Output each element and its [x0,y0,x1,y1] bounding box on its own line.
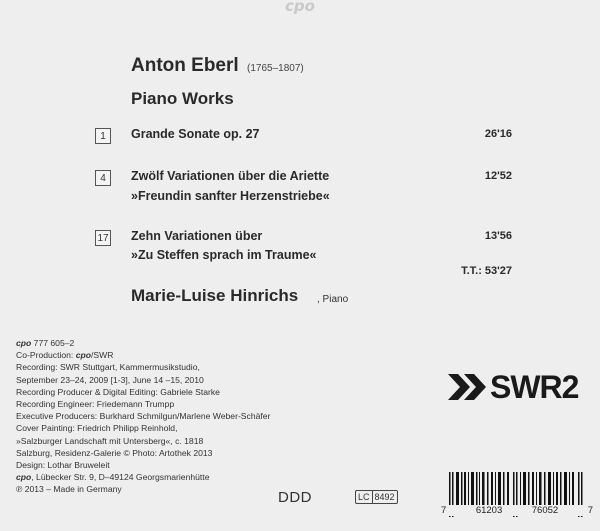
album-subtitle: Piano Works [131,89,234,108]
cpo-mark: cpo [16,472,32,483]
cpo-mark: cpo [16,338,32,348]
credit-line: Executive Producers: Burkhard Schmilgun/Marlene Weber-Schäfer [16,411,271,422]
cpo-mark: cpo [75,350,91,361]
track-number: 17 [97,232,109,244]
label-code [355,490,398,504]
track-title: Grande Sonate op. 27 [131,127,260,141]
track-duration: 26'16 [484,128,512,140]
credit-line: Design: Lothar Bruweleit [16,460,110,471]
coproduction-label: Co-Production: [16,350,76,361]
copyright-line: ℗ 2013 – Made in Germany [16,484,122,495]
barcode-digit-group: 7 [587,505,593,516]
swr2-logo [448,369,578,405]
credits-block [16,337,346,496]
barcode-digit-group: 76052 [531,505,559,516]
coproduction-line [16,349,346,361]
performer-instrument: , Piano [317,294,349,305]
track-number-box [95,128,111,144]
credit-line: Recording: SWR Stuttgart, Kammermusikstudio, [16,362,200,373]
track-number: 1 [100,130,106,142]
credit-line: September 23–24, 2009 [1-3], June 14 –15, 2010 [16,374,204,385]
coproduction-partner: /SWR [91,350,114,361]
catalog-number: 777 605–2 [31,338,75,348]
credit-line: »Salzburger Landschaft mit Untersberg«, c. 1818 [16,435,204,446]
total-time: T.T.: 53'27 [461,265,512,277]
ddd-mark: DDD [278,489,312,506]
track-subtitle: »Zu Steffen sprach im Traume« [131,248,317,262]
address-line [16,471,346,483]
track-number-box [95,170,111,186]
barcode-digit-group: 61203 [475,505,503,516]
composer-name: Anton Eberl [131,55,239,76]
track-number-box [95,230,111,246]
cpo-logo: cpo [285,0,315,15]
lc-number: 8492 [374,492,395,502]
track-duration: 12'52 [484,170,512,182]
composer-years: (1765–1807) [247,63,304,74]
double-chevron-icon [448,372,490,402]
swr2-text: SWR2 [490,368,579,405]
track-title: Zwölf Variationen über die Ariette [131,169,330,183]
track-number: 4 [100,172,106,184]
address-text: , Lübecker Str. 9, D–49124 Georgsmarienhütte [31,472,210,483]
performer-name: Marie-Luise Hinrichs [131,286,299,305]
credit-line: Salzburg, Residenz-Galerie © Photo: Artothek 2013 [16,447,213,458]
track-title: Zehn Variationen über [131,229,263,243]
credit-line: Cover Painting: Friedrich Philipp Reinhold, [16,423,178,434]
barcode-digits [441,505,593,516]
track-subtitle: »Freundin sanfter Herzenstriebe« [131,189,330,203]
catalog-line [16,337,346,349]
track-duration: 13'56 [484,230,512,242]
barcode-digit-group: 7 [441,505,447,516]
lc-label: LC [358,491,373,503]
credit-line: Recording Producer & Digital Editing: Gabriele Starke [16,386,220,397]
credit-line: Recording Engineer: Friedemann Trumpp [16,399,175,410]
